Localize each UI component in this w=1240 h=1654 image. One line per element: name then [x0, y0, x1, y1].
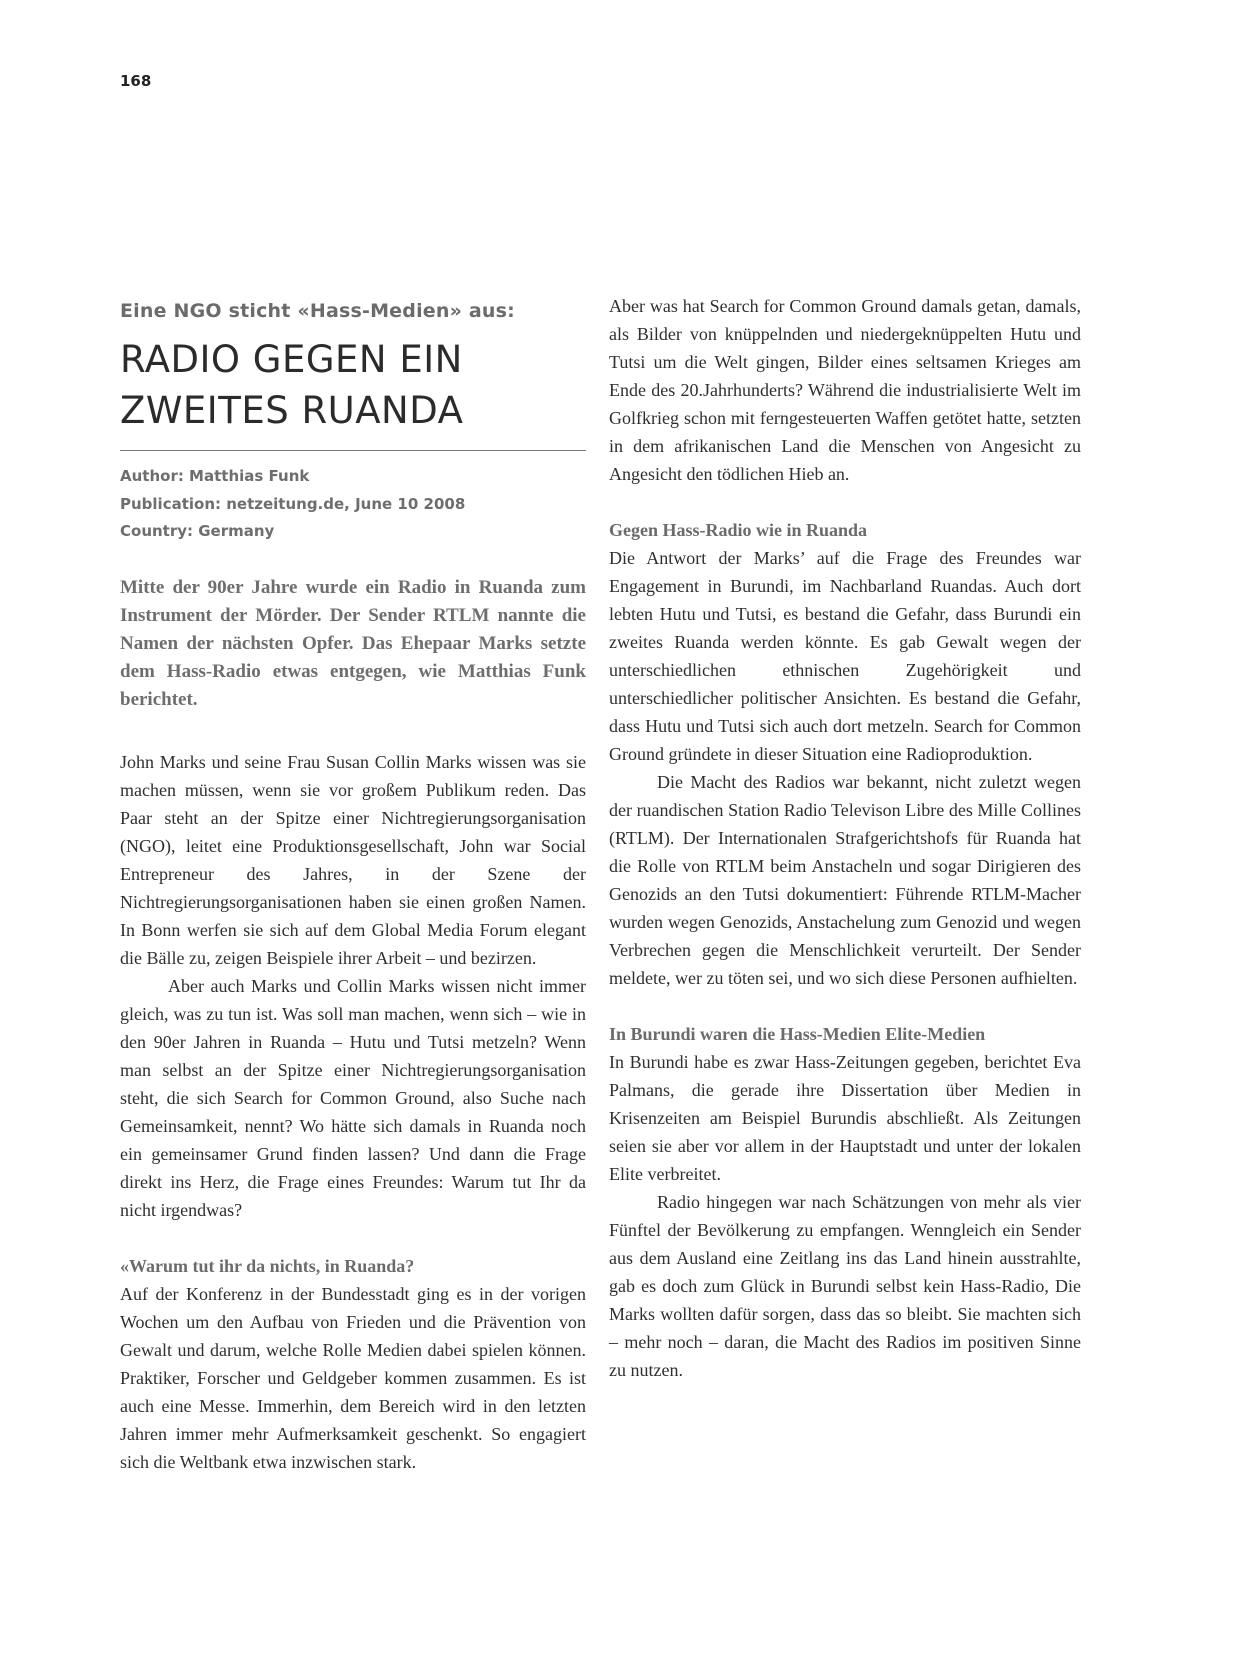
section-subheading: Gegen Hass-Radio wie in Ruanda	[609, 520, 868, 540]
article-headline: RADIO GEGEN EIN ZWEITES RUANDA	[120, 338, 464, 432]
section-subheading: In Burundi waren die Hass-Medien Elite-Medien	[609, 1024, 986, 1044]
body-paragraph: John Marks und seine Frau Susan Collin Marks wissen was sie machen müssen, wenn sie vor großem Publikum reden. Das Paar steht an der Spitze einer Nichtregierungsorganisation (NGO), leitet eine Produktionsgesellschaft, John war Social Entrepreneur des Jahres, in der Szene der Nichtregierungsorganisationen haben sie einen großen Namen. In Bonn werfen sie sich auf dem Global Media Forum elegant die Bälle zu, zeigen Beispiele ihrer Arbeit – und bezirzen.	[120, 751, 586, 968]
page-number: 168	[120, 72, 152, 90]
left-column	[120, 292, 586, 1476]
body-paragraph: Aber auch Marks und Collin Marks wissen nicht immer gleich, was zu tun ist. Was soll man machen, wenn sich – wie in den 90er Jahren in Ruanda – Hutu und Tutsi metzeln? Wenn man selbst an der Spitze einer Nichtregierungsorganisation steht, die sich Search for Common Ground, also Suche nach Gemeinsamkeit, nennt? Wo hätte sich damals in Ruanda noch ein gemeinsamer Grund finden lassen? Und dann die Frage direkt ins Herz, die Frage eines Freundes: Warum tut Ihr da nicht irgendwas?	[120, 975, 586, 1220]
body-paragraph: Auf der Konferenz in der Bundesstadt ging es in der vorigen Wochen um den Aufbau von Frieden und die Prävention von Gewalt und darum, welche Rolle Medien dabei spielen können. Praktiker, Forscher und Geldgeber kommen zusammen. Es ist auch eine Messe. Immerhin, dem Bereich wird in den letzten Jahren immer mehr Aufmerksamkeit geschenkt. So engagiert sich die Weltbank etwa inzwischen stark.	[120, 1283, 586, 1472]
author-line: Author: Matthias Funk	[120, 467, 310, 485]
section-subheading: «Warum tut ihr da nichts, in Ruanda?	[120, 1255, 415, 1276]
body-paragraph: Die Antwort der Marks’ auf die Frage des Freundes war Engagement in Burundi, im Nachbarland Ruandas. Auch dort lebten Hutu und Tutsi, es bestand die Gefahr, dass Burundi ein zweites Ruanda werden könnte. Es gab Gewalt wegen der unterschiedlichen ethnischen Zugehörigkeit und unterschiedlicher politischer Ansichten. Es bestand die Gefahr, dass Hutu und Tutsi sich auch dort metzeln. Search for Common Ground gründete in dieser Situation eine Radioproduktion.	[609, 548, 1081, 764]
right-column	[609, 292, 1081, 1384]
article-kicker: Eine NGO sticht «Hass-Medien» aus:	[120, 300, 515, 322]
article-meta	[120, 463, 586, 546]
country-line: Country: Germany	[120, 522, 275, 540]
body-paragraph: Die Macht des Radios war bekannt, nicht zuletzt wegen der ruandischen Station Radio Televison Libre des Mille Collines (RTLM). Der Internationalen Strafgerichtshofs für Ruanda hat die Rolle von RTLM beim Anstacheln und sogar Dirigieren des Genozids an den Tutsi dokumentiert: Führende RTLM-Macher wurden wegen Genozids, Anstachelung zum Genozid und wegen Verbrechen gegen die Menschlichkeit verurteilt. Der Sender meldete, wer zu töten sei, und wo sich diese Personen aufhielten.	[609, 772, 1081, 988]
publication-line: Publication: netzeitung.de, June 10 2008	[120, 494, 466, 513]
body-paragraph: Radio hingegen war nach Schätzungen von mehr als vier Fünftel der Bevölkerung zu empfangen. Wenngleich ein Sender aus dem Ausland eine Zeitlang ins das Land hinein ausstrahlte, gab es doch zum Glück in Burundi selbst kein Hass-Radio, Die Marks wollten dafür sorgen, dass das so bleibt. Sie machten sich – mehr noch – daran, die Macht des Radios im positiven Sinne zu nutzen.	[609, 1192, 1081, 1380]
body-paragraph: In Burundi habe es zwar Hass-Zeitungen gegeben, berichtet Eva Palmans, die gerade ihre Dissertation über Medien in Krisenzeiten am Beispiel Burundis abschließt. Als Zeitungen seien sie aber vor allem in der Hauptstadt und unter der lokalen Elite verbreitet.	[609, 1052, 1081, 1184]
lead-paragraph: Mitte der 90er Jahre wurde ein Radio in Ruanda zum Instrument der Mörder. Der Sender RTLM nannte die Namen der nächsten Opfer. Das Ehepaar Marks setzte dem Hass-Radio etwas entgegen, wie Matthias Funk berichtet.	[120, 576, 586, 710]
headline-divider	[120, 450, 586, 451]
body-paragraph: Aber was hat Search for Common Ground damals getan, damals, als Bilder von knüppelnden und niedergeknüppelten Hutu und Tutsi um die Welt gingen, Bilder eines seltsamen Krieges am Ende des 20.Jahrhunderts? Während die industrialisierte Welt im Golfkrieg schon mit ferngesteuerten Waffen getötet hatte, setzten in dem afrikanischen Land die Menschen von Angesicht zu Angesicht den tödlichen Hieb an.	[609, 296, 1081, 484]
